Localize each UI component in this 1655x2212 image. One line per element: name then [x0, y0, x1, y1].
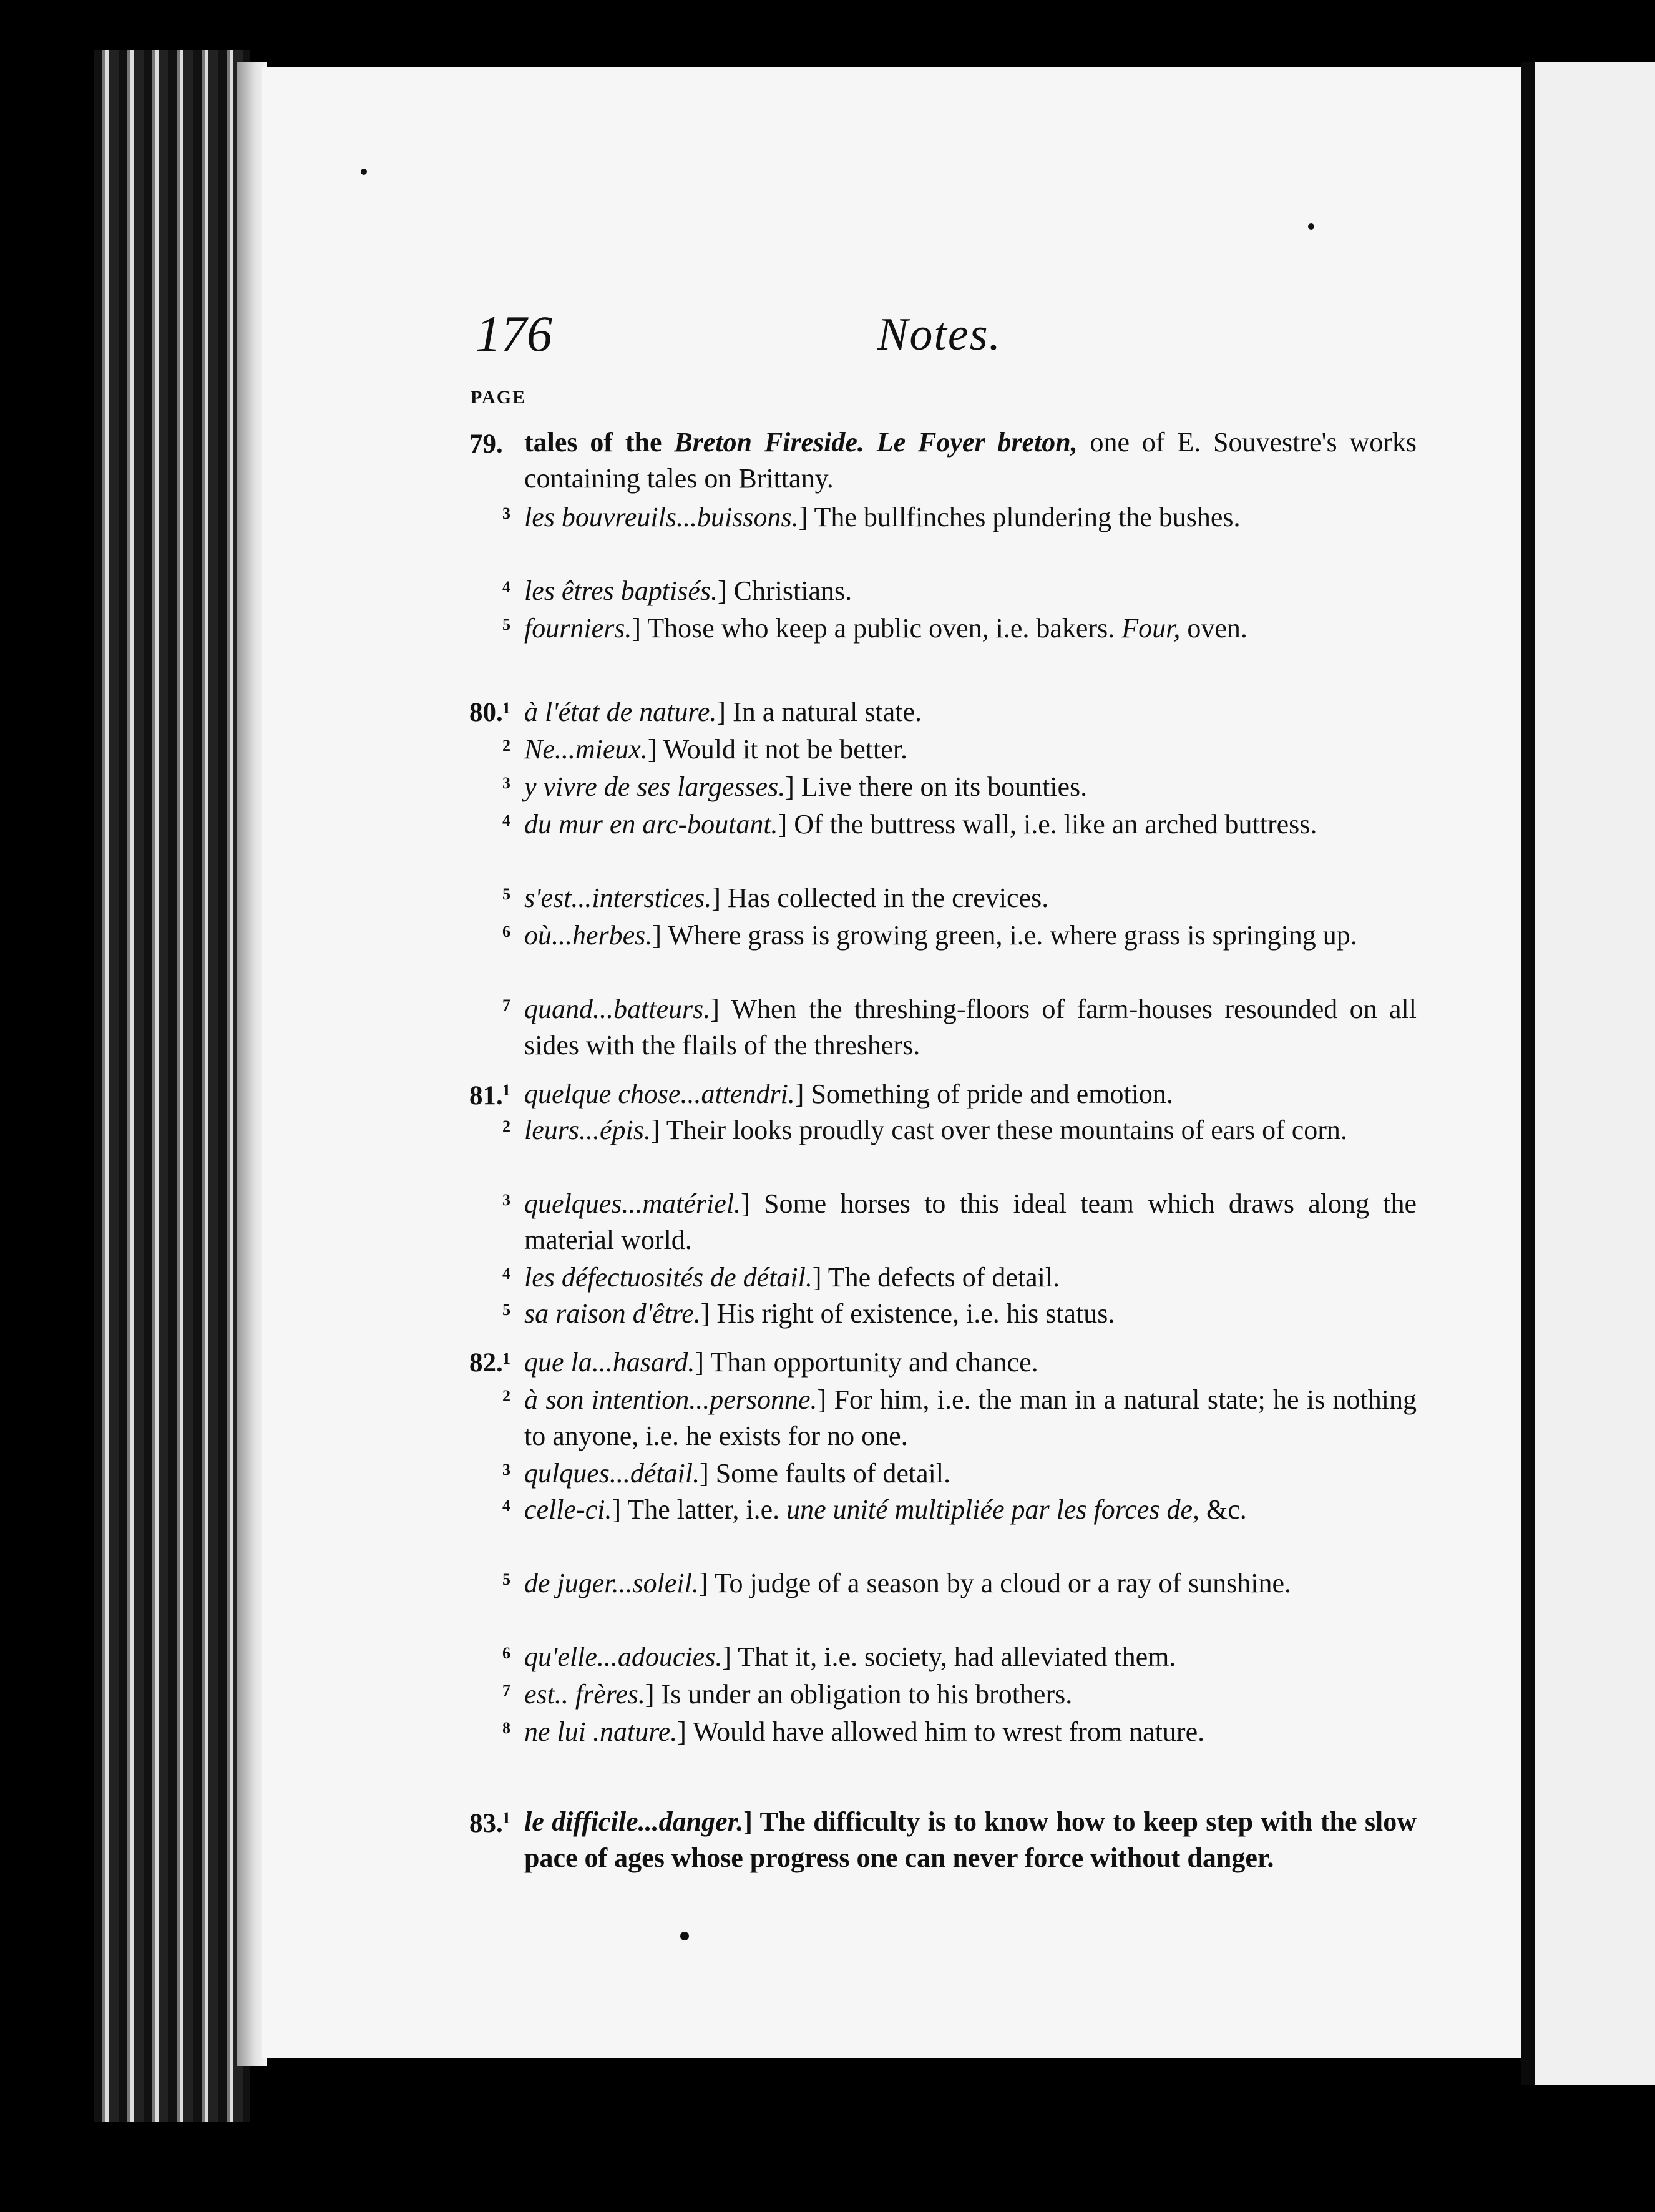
note-gloss: ] Where grass is growing green, i.e. where grass is springing up. [652, 920, 1357, 951]
note-lemma: qu'elle...adoucies. [524, 1642, 723, 1672]
note-entry [502, 1456, 1417, 1492]
note-number: 1 [502, 699, 510, 717]
note-gloss: ] For him, i.e. the man in a natural state; he is nothing to anyone, i.e. he exists for no one. [524, 1384, 1417, 1451]
note-gloss: ] His right of existence, i.e. his status. [700, 1298, 1115, 1329]
print-dot [361, 169, 367, 175]
note-entry [502, 1186, 1417, 1258]
page-ref: 82. [469, 1348, 503, 1378]
note-gloss: ] The bullfinches plundering the bushes. [798, 502, 1241, 532]
note-lemma: ne lui .nature. [524, 1716, 678, 1747]
note-lemma: du mur en arc-boutant. [524, 809, 778, 839]
note-gloss: ] Those who keep a public oven, i.e. bakers. [632, 613, 1115, 644]
note-gloss: ] When the threshing-floors of farm-houses resounded on all sides with the flails of the threshers. [524, 994, 1417, 1060]
note-gloss: one of E. Souvestre's works containing tales on Brittany. [524, 427, 1417, 494]
note-gloss: ] Live there on its bounties. [785, 771, 1088, 802]
note-gloss: ] That it, i.e. society, had alleviated them. [722, 1642, 1176, 1672]
note-number: 2 [502, 1387, 510, 1405]
note-gloss: ] Something of pride and emotion. [794, 1079, 1173, 1109]
note-gloss: ] Has collected in the crevices. [711, 883, 1049, 913]
note-gloss: ] Some faults of detail. [700, 1458, 951, 1489]
note-entry [502, 1714, 1417, 1750]
note-lemma: y vivre de ses largesses. [524, 771, 786, 802]
note-entry [524, 424, 1417, 497]
note-lemma: que la...hasard. [524, 1347, 695, 1378]
note-lemma: à l'état de nature. [524, 697, 717, 727]
note-entry [502, 806, 1417, 843]
note-entry [502, 1112, 1417, 1148]
note-entry [502, 1296, 1417, 1332]
note-extra-italic: une unité multipliée par les forces de, [786, 1494, 1199, 1525]
note-lemma: quelques...matériel. [524, 1188, 741, 1219]
page-ref: 81. [469, 1081, 503, 1110]
note-lemma: quelque chose...attendri. [524, 1079, 795, 1109]
note-gloss: ] Would it not be better. [647, 734, 907, 765]
note-number: 5 [502, 1301, 510, 1319]
note-gloss: ] Than opportunity and chance. [695, 1347, 1038, 1378]
page-column-label: PAGE [471, 387, 527, 408]
note-entry [502, 1804, 1417, 1876]
note-number: 7 [502, 996, 510, 1014]
note-entry [502, 1260, 1417, 1296]
note-entry [502, 573, 1417, 609]
note-lemma: est.. frères. [524, 1679, 645, 1710]
note-gloss: ] Would have allowed him to wrest from nature. [677, 1716, 1205, 1747]
note-number: 5 [502, 615, 510, 634]
note-entry [502, 1565, 1417, 1602]
note-number: 2 [502, 737, 510, 755]
note-number: 1 [502, 1809, 510, 1827]
note-number: 1 [502, 1349, 510, 1368]
note-lemma: quand...batteurs. [524, 994, 711, 1024]
note-number: 5 [502, 885, 510, 903]
note-gloss: ] The difficulty is to know how to keep step with the slow pace of ages whose progress one can never force without danger. [524, 1806, 1417, 1873]
note-lemma: qulques...détail. [524, 1458, 700, 1489]
note-entry [502, 880, 1417, 916]
note-number: 3 [502, 504, 510, 522]
page-ref: 79. [469, 429, 503, 459]
note-number: 6 [502, 1644, 510, 1662]
note-gloss: ] To judge of a season by a cloud or a ray of sunshine. [698, 1568, 1292, 1598]
note-entry [502, 499, 1417, 536]
note-lemma: celle-ci. [524, 1494, 612, 1525]
note-lemma: les êtres baptisés. [524, 575, 718, 606]
note-number: 7 [502, 1681, 510, 1700]
note-entry [502, 732, 1417, 768]
note-number: 8 [502, 1719, 510, 1737]
page-ref: 83. [469, 1809, 503, 1838]
note-entry [502, 1676, 1417, 1713]
note-extra: &c. [1206, 1494, 1247, 1525]
note-lemma: de juger...soleil. [524, 1568, 699, 1598]
note-number: 6 [502, 922, 510, 941]
note-lemma: les bouvreuils...buissons. [524, 502, 799, 532]
note-lemma: le difficile...danger. [524, 1806, 744, 1837]
note-number: 4 [502, 811, 510, 830]
note-lemma: Ne...mieux. [524, 734, 648, 765]
note-entry [502, 610, 1417, 647]
note-gloss: ] Of the buttress wall, i.e. like an arched buttress. [778, 809, 1317, 839]
note-lemma: s'est...interstices. [524, 883, 712, 913]
note-lemma: tales of the [524, 427, 662, 458]
note-entry [502, 769, 1417, 805]
note-entry [502, 918, 1417, 954]
page-ref: 80. [469, 698, 503, 727]
page-number: 176 [476, 305, 552, 362]
note-lemma: à son intention...personne. [524, 1384, 818, 1415]
note-number: 3 [502, 1191, 510, 1209]
note-lemma-italic: Breton Fireside. [674, 427, 864, 458]
note-lemma: où...herbes. [524, 920, 653, 951]
note-number: 4 [502, 578, 510, 596]
note-number: 1 [502, 1081, 510, 1099]
note-number: 3 [502, 1461, 510, 1479]
note-lemma: les défectuosités de détail. [524, 1262, 813, 1293]
note-gloss: ] Some horses to this ideal team which draws along the material world. [524, 1188, 1417, 1255]
note-number: 2 [502, 1117, 510, 1135]
note-number: 4 [502, 1265, 510, 1283]
print-dot [680, 1932, 689, 1940]
note-lemma: fourniers. [524, 613, 632, 644]
note-gloss: ] Christians. [718, 575, 852, 606]
note-number: 3 [502, 774, 510, 792]
note-gloss: ] In a natural state. [716, 697, 922, 727]
note-gloss: ] The defects of detail. [812, 1262, 1060, 1293]
note-lemma: leurs...épis. [524, 1115, 651, 1145]
print-dot [1308, 223, 1314, 230]
note-number: 5 [502, 1570, 510, 1588]
note-gloss: ] The latter, i.e. [612, 1494, 780, 1525]
note-entry [502, 1639, 1417, 1675]
note-entry [502, 1076, 1417, 1112]
note-gloss: ] Their looks proudly cast over these mountains of ears of corn. [650, 1115, 1347, 1145]
note-entry [502, 1344, 1417, 1381]
running-head: Notes. [877, 309, 1002, 360]
note-extra-italic: Four, [1121, 613, 1181, 644]
note-gloss: ] Is under an obligation to his brothers. [645, 1679, 1073, 1710]
note-entry [502, 991, 1417, 1064]
note-gloss-italic: Le Foyer breton, [876, 427, 1078, 458]
note-entry [502, 694, 1417, 730]
note-number: 4 [502, 1497, 510, 1515]
note-entry [502, 1492, 1417, 1528]
note-entry [502, 1382, 1417, 1454]
note-lemma: sa raison d'être. [524, 1298, 701, 1329]
note-extra: oven. [1187, 613, 1247, 644]
